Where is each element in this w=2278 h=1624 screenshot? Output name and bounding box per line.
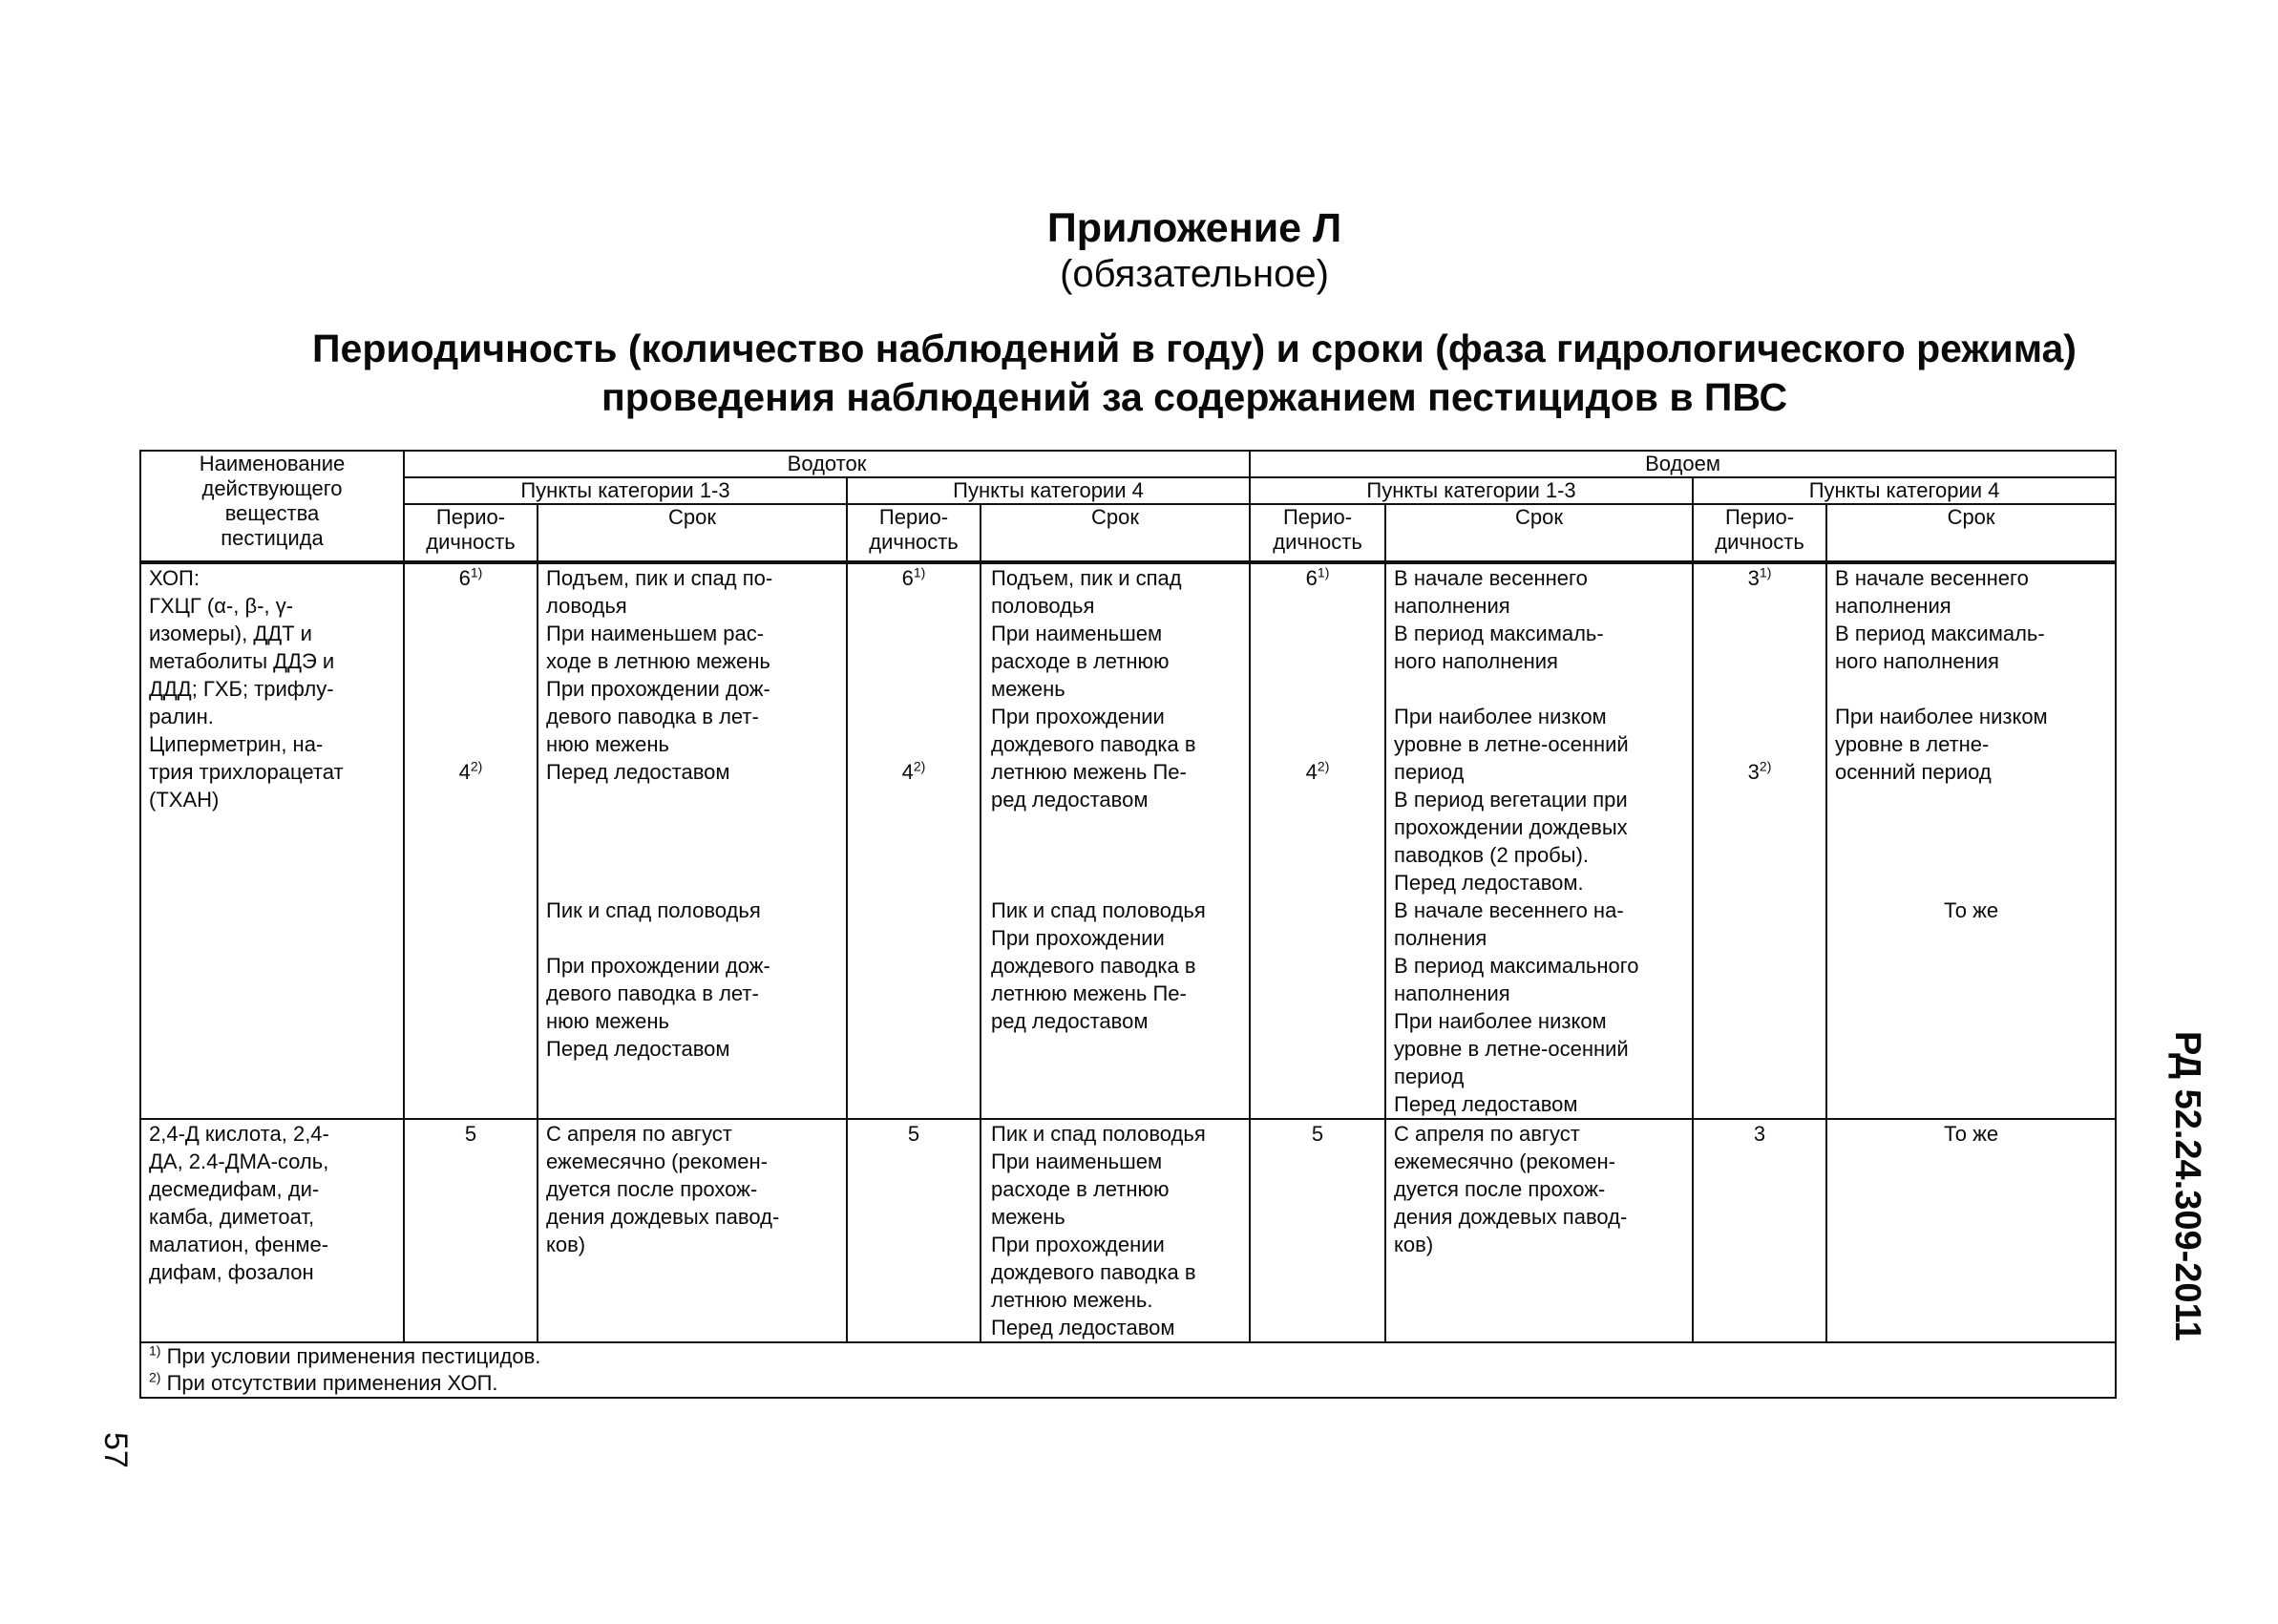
- text-line: ред ледоставом: [991, 1009, 1149, 1033]
- text-line: С апреля по август: [546, 1122, 732, 1146]
- text-line: При наименьшем: [991, 622, 1163, 645]
- text-line: ков): [1394, 1233, 1434, 1256]
- header-periodicity: [1693, 504, 1826, 562]
- text-line: нюю межень: [546, 1009, 669, 1033]
- text-line: В период максималь-: [1835, 622, 2045, 645]
- page-number: 57: [97, 1432, 134, 1468]
- text-line: С апреля по август: [1394, 1122, 1580, 1146]
- header-term: Срок: [538, 504, 847, 562]
- text-line: летнюю межень Пе-: [991, 760, 1187, 784]
- text-line: десмедифам, ди-: [149, 1177, 320, 1201]
- header-waterbody: Водоем: [1250, 451, 2116, 477]
- text-line: летнюю межень.: [991, 1288, 1153, 1312]
- document-title-line-1: Периодичность (количество наблюдений в году) и сроки (фаза гидрологического режима): [312, 327, 2077, 370]
- text-line: Перио-: [878, 505, 949, 529]
- text-line: уровне в летне-осенний: [1394, 1037, 1629, 1061]
- text-line: дичность: [1715, 530, 1804, 554]
- text-line: Циперметрин, на-: [149, 732, 324, 756]
- footnote-1: $^{1)}$ При условии применения пестицидов.: [149, 1342, 541, 1368]
- term-cell: То же: [1826, 1119, 2116, 1342]
- text-line: При наименьшем рас-: [546, 622, 765, 645]
- text-line: наполнения: [1394, 594, 1510, 618]
- text-line: [1835, 675, 2107, 703]
- text-line: полнения: [1394, 926, 1487, 950]
- term-cell: [981, 1119, 1250, 1342]
- periodicity-cell: 3: [1693, 1119, 1826, 1342]
- text-line: ДДД; ГХБ; трифлу-: [149, 677, 334, 701]
- text-line: вещества: [224, 501, 320, 525]
- text-line: В период максималь-: [1394, 622, 1604, 645]
- text-line: нюю межень: [546, 732, 669, 756]
- header-periodicity: [847, 504, 981, 562]
- text-line: [1394, 675, 1684, 703]
- text-line: ного наполнения: [1835, 649, 1999, 673]
- text-line: ходе в летнюю межень: [546, 649, 770, 673]
- term-cell: [538, 1119, 847, 1342]
- text-line: период: [1394, 760, 1465, 784]
- header-waterbody-cat-4: Пункты категории 4: [1693, 477, 2116, 504]
- text-line: дифам, фозалон: [149, 1260, 314, 1284]
- text-line: межень: [991, 1205, 1065, 1229]
- header-waterbody-cat-1-3: Пункты категории 1-3: [1250, 477, 1693, 504]
- text-line: В начале весеннего на-: [1394, 898, 1624, 922]
- text-line: расходе в летнюю: [991, 649, 1170, 673]
- document-title-line-2: проведения наблюдений за содержанием пестицидов в ПВС: [601, 375, 1788, 419]
- text-line: дичность: [869, 530, 959, 554]
- header-periodicity: [1250, 504, 1385, 562]
- text-line: ХОП:: [149, 566, 200, 590]
- text-line: девого паводка в лет-: [546, 981, 759, 1005]
- text-line: В период вегетации при: [1394, 788, 1628, 812]
- text-line: Перед ледоставом: [546, 1037, 730, 1061]
- periodicity-cell: 3$^{1)}$ 3$^{2)}$: [1693, 562, 1826, 1119]
- substance-cell: [140, 1119, 404, 1342]
- text-line: наполнения: [1394, 981, 1510, 1005]
- text-line: В начале весеннего: [1835, 566, 2029, 590]
- text-line: При прохождении: [991, 1233, 1165, 1256]
- text-line: дичность: [1273, 530, 1362, 554]
- term-cell: [538, 562, 847, 1119]
- text-line: При прохождении: [991, 705, 1165, 728]
- periodicity-cell: 5: [404, 1119, 538, 1342]
- pesticide-observation-table: [139, 450, 2117, 1399]
- text-line: дения дождевых павод-: [1394, 1205, 1628, 1229]
- text-line: дождевого паводка в: [991, 954, 1196, 978]
- header-watercourse-cat-1-3: Пункты категории 1-3: [404, 477, 847, 504]
- term-cell: [1385, 562, 1693, 1119]
- header-term: Срок: [1385, 504, 1693, 562]
- text-line: уровне в летне-: [1835, 732, 1990, 756]
- text-line: пестицида: [221, 526, 324, 550]
- text-line: Пик и спад половодья: [991, 1122, 1206, 1146]
- text-line: ков): [546, 1233, 586, 1256]
- text-line: камба, диметоат,: [149, 1205, 315, 1229]
- periodicity-cell: 5: [847, 1119, 981, 1342]
- text-line: метаболиты ДДЭ и: [149, 649, 335, 673]
- text-line: В период максимального: [1394, 954, 1639, 978]
- periodicity-cell: 6$^{1)}$ 4$^{2)}$: [847, 562, 981, 1119]
- text-line: ГХЦГ (α-, β-, γ-: [149, 594, 294, 618]
- appendix-status: (обязательное): [1060, 253, 1329, 295]
- header-periodicity: [404, 504, 538, 562]
- text-line: дения дождевых павод-: [546, 1205, 780, 1229]
- text-line: При прохождении дож-: [546, 677, 770, 701]
- substance-cell: [140, 562, 404, 1119]
- text-line: наполнения: [1835, 594, 1951, 618]
- text-line: При наименьшем: [991, 1149, 1163, 1173]
- text-line: уровне в летне-осенний: [1394, 732, 1629, 756]
- text-line: ежемесячно (рекомен-: [1394, 1149, 1615, 1173]
- text-line: При наиболее низком: [1394, 705, 1607, 728]
- periodicity-cell: 6$^{1)}$ 4$^{2)}$: [1250, 562, 1385, 1119]
- text-line: малатион, фенме-: [149, 1233, 329, 1256]
- text-line: При прохождении дож-: [546, 954, 770, 978]
- text-line: Пик и спад половодья: [991, 898, 1206, 922]
- text-line: летнюю межень Пе-: [991, 981, 1187, 1005]
- text-line: трия трихлорацетат: [149, 760, 344, 784]
- term-cell: [981, 562, 1250, 1119]
- text-line: половодья: [991, 594, 1095, 618]
- text-line: Пик и спад половодья: [546, 898, 761, 922]
- text-line: Перед ледоставом.: [1394, 871, 1584, 895]
- text-line: расходе в летнюю: [991, 1177, 1170, 1201]
- text-line: При наиболее низком: [1835, 705, 2048, 728]
- periodicity-cell: 6$^{1)}$ 4$^{2)}$: [404, 562, 538, 1119]
- periodicity-cell: 5: [1250, 1119, 1385, 1342]
- table-row-herbicides: [140, 1119, 2116, 1342]
- text-line: ежемесячно (рекомен-: [546, 1149, 768, 1173]
- text-line: Перед ледоставом: [1394, 1092, 1578, 1116]
- text-line: В начале весеннего: [1394, 566, 1588, 590]
- text-line: прохождении дождевых: [1394, 815, 1628, 839]
- text-line: Перио-: [1282, 505, 1353, 529]
- table-row-hop: [140, 562, 2116, 1119]
- text-line: Перед ледоставом: [991, 1316, 1175, 1339]
- text-line: девого паводка в лет-: [546, 705, 759, 728]
- text-line: дичность: [426, 530, 516, 554]
- text-line: ралин.: [149, 705, 214, 728]
- text-line: дождевого паводка в: [991, 1260, 1196, 1284]
- header-substance-name: [140, 451, 404, 562]
- text-line: дождевого паводка в: [991, 732, 1196, 756]
- text-line: изомеры), ДДТ и: [149, 622, 312, 645]
- text-line: межень: [991, 677, 1065, 701]
- text-line: ловодья: [546, 594, 627, 618]
- document-code: РД 52.24.309-2011: [2167, 1031, 2207, 1341]
- text-line: паводков (2 пробы).: [1394, 843, 1590, 867]
- text-line: действующего: [201, 476, 343, 500]
- text-line: дуется после прохож-: [1394, 1177, 1606, 1201]
- header-term: Срок: [1826, 504, 2116, 562]
- header-watercourse: Водоток: [404, 451, 1250, 477]
- footnotes-cell: [140, 1342, 2116, 1398]
- text-line: При прохождении: [991, 926, 1165, 950]
- text-line: Подъем, пик и спад по-: [546, 566, 773, 590]
- text-line: (ТХАН): [149, 788, 220, 812]
- text-line: Подъем, пик и спад: [991, 566, 1182, 590]
- text-line: ред ледоставом: [991, 788, 1149, 812]
- text-line: дуется после прохож-: [546, 1177, 758, 1201]
- text-line: При наиболее низком: [1394, 1009, 1607, 1033]
- text-line: период: [1394, 1065, 1465, 1088]
- text-line: [546, 924, 838, 952]
- header-watercourse-cat-4: Пункты категории 4: [847, 477, 1250, 504]
- text-line: ного наполнения: [1394, 649, 1558, 673]
- text-line: Перед ледоставом: [546, 760, 730, 784]
- term-cell: В начале весеннего наполнения В период максималь- ного наполнения При наиболее низком уровне в летне- осенний период То же: [1826, 562, 2116, 1119]
- text-line: Перио-: [1724, 505, 1795, 529]
- footnote-2: $^{2)}$ При отсутствии применения ХОП.: [149, 1369, 498, 1395]
- text-line: ДА, 2.4-ДМА-соль,: [149, 1149, 329, 1173]
- text-line: 2,4-Д кислота, 2,4-: [149, 1122, 329, 1146]
- header-term: Срок: [981, 504, 1250, 562]
- table-footnotes: [140, 1342, 2116, 1398]
- appendix-title: Приложение Л: [1046, 205, 1342, 251]
- text-line: Наименование: [199, 452, 346, 475]
- term-cell: [1385, 1119, 1693, 1342]
- text-line: осенний период: [1835, 760, 1992, 784]
- text-line: Перио-: [435, 505, 506, 529]
